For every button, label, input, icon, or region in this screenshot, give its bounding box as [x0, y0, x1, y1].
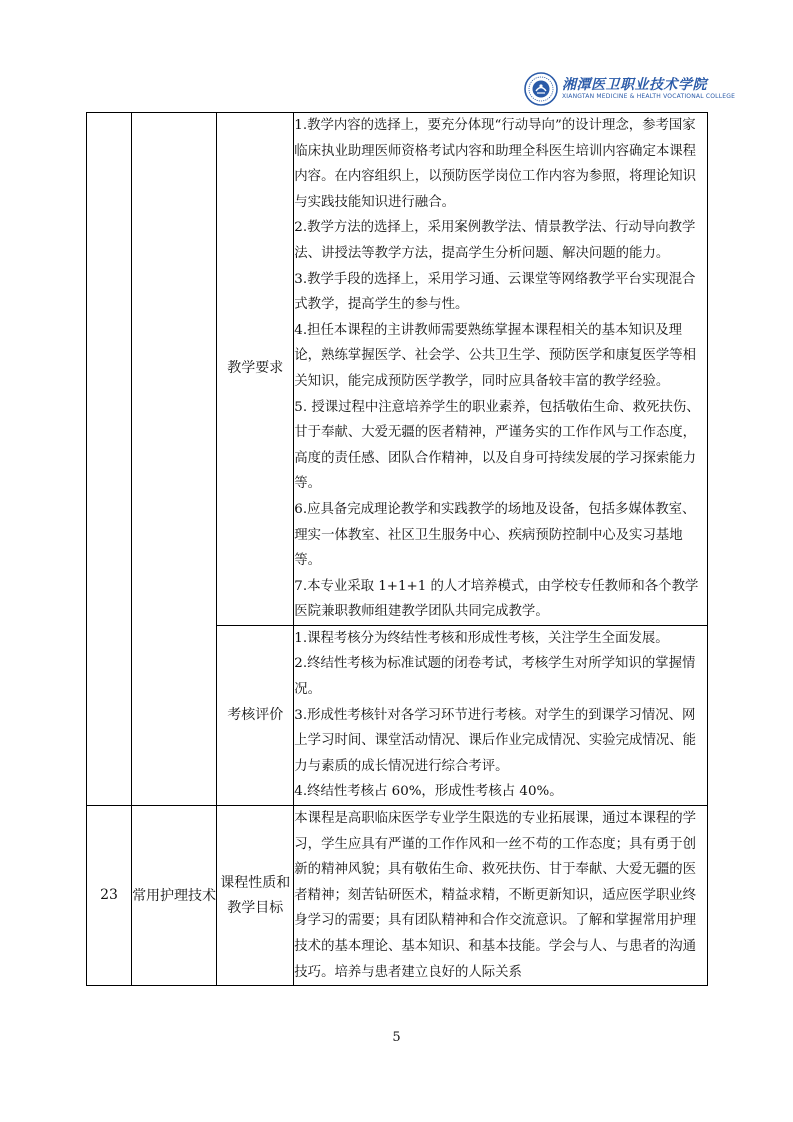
list-item: 2.教学方法的选择上，采用案例教学法、情景教学法、行动导向教学法、讲授法等教学方法，提高学生分析问题、解决问题的能力。 — [294, 220, 696, 261]
course-number-cell-continued — [87, 113, 132, 806]
course-number: 23 — [87, 806, 132, 986]
list-item: 4.终结性考核占 60%，形成性考核占 40%。 — [294, 784, 563, 800]
course-name: 常用护理技术 — [132, 806, 217, 986]
course-nature-label: 课程性质和教学目标 — [217, 806, 294, 986]
list-item: 1.课程考核分为终结性考核和形成性考核，关注学生全面发展。 — [294, 630, 669, 646]
college-seal-icon — [524, 72, 558, 106]
list-item: 5. 授课过程中注意培养学生的职业素养，包括敬佑生命、救死扶伤、甘于奉献、大爱无疆的医者精神，严谨务实的工作作风与工作态度，高度的责任感、团队合作精神，以及自身可持续发展的学习探索能力等。 — [294, 399, 700, 492]
logo-english-name: XIANGTAN MEDICINE & HEALTH VOCATIONAL COLLEGE — [562, 93, 736, 100]
table-row-teaching-requirements — [87, 113, 708, 626]
table-row-course-23 — [87, 806, 708, 986]
list-item: 2.终结性考核为标准试题的闭卷考试，考核学生对所学知识的掌握情况。 — [294, 656, 696, 698]
logo-chinese-name: 湘潭医卫职业技术学院 — [562, 77, 707, 93]
teaching-requirements-label: 教学要求 — [217, 113, 294, 626]
list-item: 7.本专业采取 1+1+1 的人才培养模式，由学校专任教师和各个教学医院兼职教师组建教学团队共同完成教学。 — [294, 578, 699, 620]
course-table — [86, 112, 708, 986]
list-item: 4.担任本课程的主讲教师需要熟练掌握本课程相关的基本知识及理论，熟练掌握医学、社会学、公共卫生学、预防医学和康复医学等相关知识，能完成预防医学教学，同时应具备较丰富的教学经验。 — [294, 322, 697, 389]
paragraph: 本课程是高职临床医学专业学生限选的专业拓展课，通过本课程的学习，学生应具有严谨的工作作风和一丝不苟的工作态度；具有勇于创新的精神风貌；具有敬佑生命、救死扶伤、甘于奉献、大爱无疆的医者精神；刻苦钻研医术，精益求精，不断更新知识，适应医学职业终身学习的需要；具有团队精神和合作交流意识。了解和掌握常用护理技术的基本理论、基本知识、和基本技能。学会与人、与患者的沟通技巧。培养与患者建立良好的人际关系 — [294, 811, 697, 980]
page-number: 5 — [392, 1030, 401, 1045]
course-nature-content — [294, 806, 708, 986]
assessment-label: 考核评价 — [217, 625, 294, 805]
list-item: 3.教学手段的选择上，采用学习通、云课堂等网络教学平台实现混合式教学，提高学生的参与性。 — [294, 271, 696, 313]
assessment-content — [294, 625, 708, 805]
teaching-requirements-content — [294, 113, 708, 626]
list-item: 1.教学内容的选择上，要充分体现“行动导向”的设计理念，参考国家临床执业助理医师资格考试内容和助理全科医生培训内容确定本课程内容。在内容组织上，以预防医学岗位工作内容为参照，将理论知识与实践技能知识进行融合。 — [294, 118, 697, 210]
course-name-cell-continued — [132, 113, 217, 806]
list-item: 3.形成性考核针对各学习环节进行考核。对学生的到课学习情况、网上学习时间、课堂活动情况、课后作业完成情况、实验完成情况、能力与素质的成长情况进行综合考评。 — [294, 707, 697, 774]
college-logo — [524, 72, 736, 108]
list-item: 6.应具备完成理论教学和实践教学的场地及设备，包括多媒体教室、理实一体教室、社区卫生服务中心、疾病预防控制中心及实习基地等。 — [294, 501, 696, 569]
